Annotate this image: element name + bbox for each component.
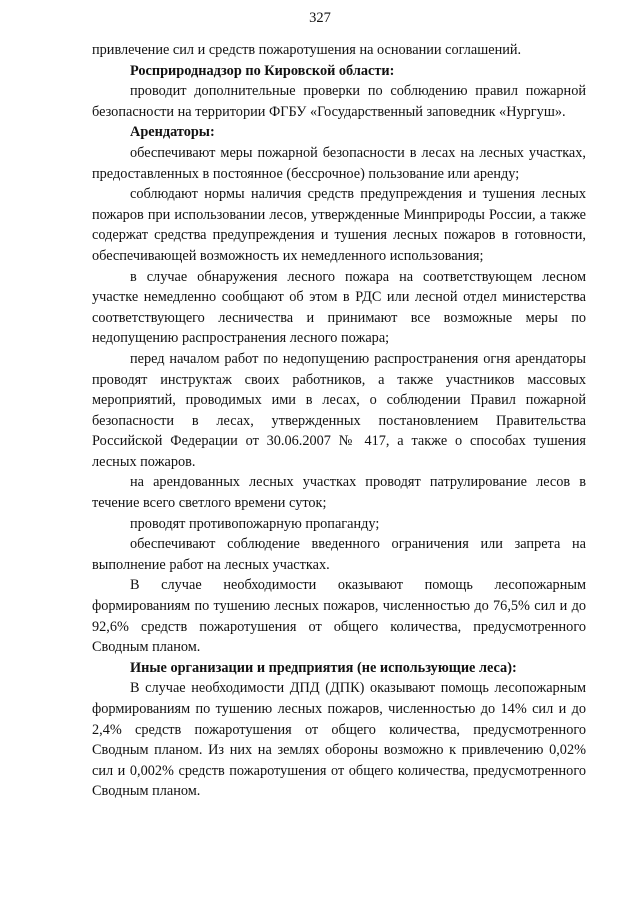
- document-body: [92, 40, 586, 802]
- paragraph: соблюдают нормы наличия средств предупреждения и тушения лесных пожаров при использовании лесов, утвержденные Минприроды России, а также содержат средства предупреждения и тушения лесных пожаров в готовности, обеспечивающей возможность их немедленного использования;: [92, 186, 586, 264]
- paragraph: проводят противопожарную пропаганду;: [130, 515, 380, 532]
- section-heading-tenants: Арендаторы:: [130, 124, 215, 141]
- paragraph: В случае необходимости ДПД (ДПК) оказывают помощь лесопожарным формированиям по тушению лесных пожаров, численностью до 14% сил и до 2,4% средств пожаротушения от общего количества, предусмотренного Сводным планом. Из них на землях обороны возможно к привлечению 0,02% сил и 0,002% средств пожаротушения от общего количества, предусмотренного Сводным планом.: [92, 680, 586, 800]
- page-number: 327: [309, 10, 331, 26]
- paragraph: проводит дополнительные проверки по соблюдению правил пожарной безопасности на территории ФГБУ «Государственный заповедник «Нургуш».: [92, 83, 586, 120]
- paragraph: на арендованных лесных участках проводят патрулирование лесов в течение всего светлого времени суток;: [92, 474, 586, 512]
- paragraph: в случае обнаружения лесного пожара на соответствующем лесном участке немедленно сообщают об этом в РДС или лесной отдел министерства соответствующего лесничества и принимают все возможные меры по недопущению распространения лесного пожара;: [92, 268, 586, 347]
- section-heading-other-organizations: Иные организации и предприятия (не использующие леса):: [130, 659, 517, 676]
- paragraph: обеспечивают меры пожарной безопасности в лесах на лесных участках, предоставленных в постоянное (бессрочное) пользование или аренду;: [92, 144, 586, 182]
- paragraph-continuation: привлечение сил и средств пожаротушения на основании соглашений.: [92, 42, 522, 58]
- paragraph: В случае необходимости оказывают помощь лесопожарным формированиям по тушению лесных пожаров, численностью до 76,5% сил и до 92,6% средств пожаротушения от общего количества, предусмотренного Сводным планом.: [92, 577, 586, 656]
- paragraph: обеспечивают соблюдение введенного ограничения или запрета на выполнение работ на лесных участках.: [92, 536, 586, 573]
- section-heading-rosprirodnadzor: Росприроднадзор по Кировской области:: [130, 62, 395, 79]
- paragraph: перед началом работ по недопущению распространения огня арендаторы проводят инструктаж своих работников, а также участников массовых мероприятий, проводимых ими в лесах, о соблюдении Правил пожарной безопасности в лесах, утвержденных постановлением Правительства Российской Федерации от 30.06.2007 № 417, а также о способах тушения лесных пожаров.: [92, 350, 586, 470]
